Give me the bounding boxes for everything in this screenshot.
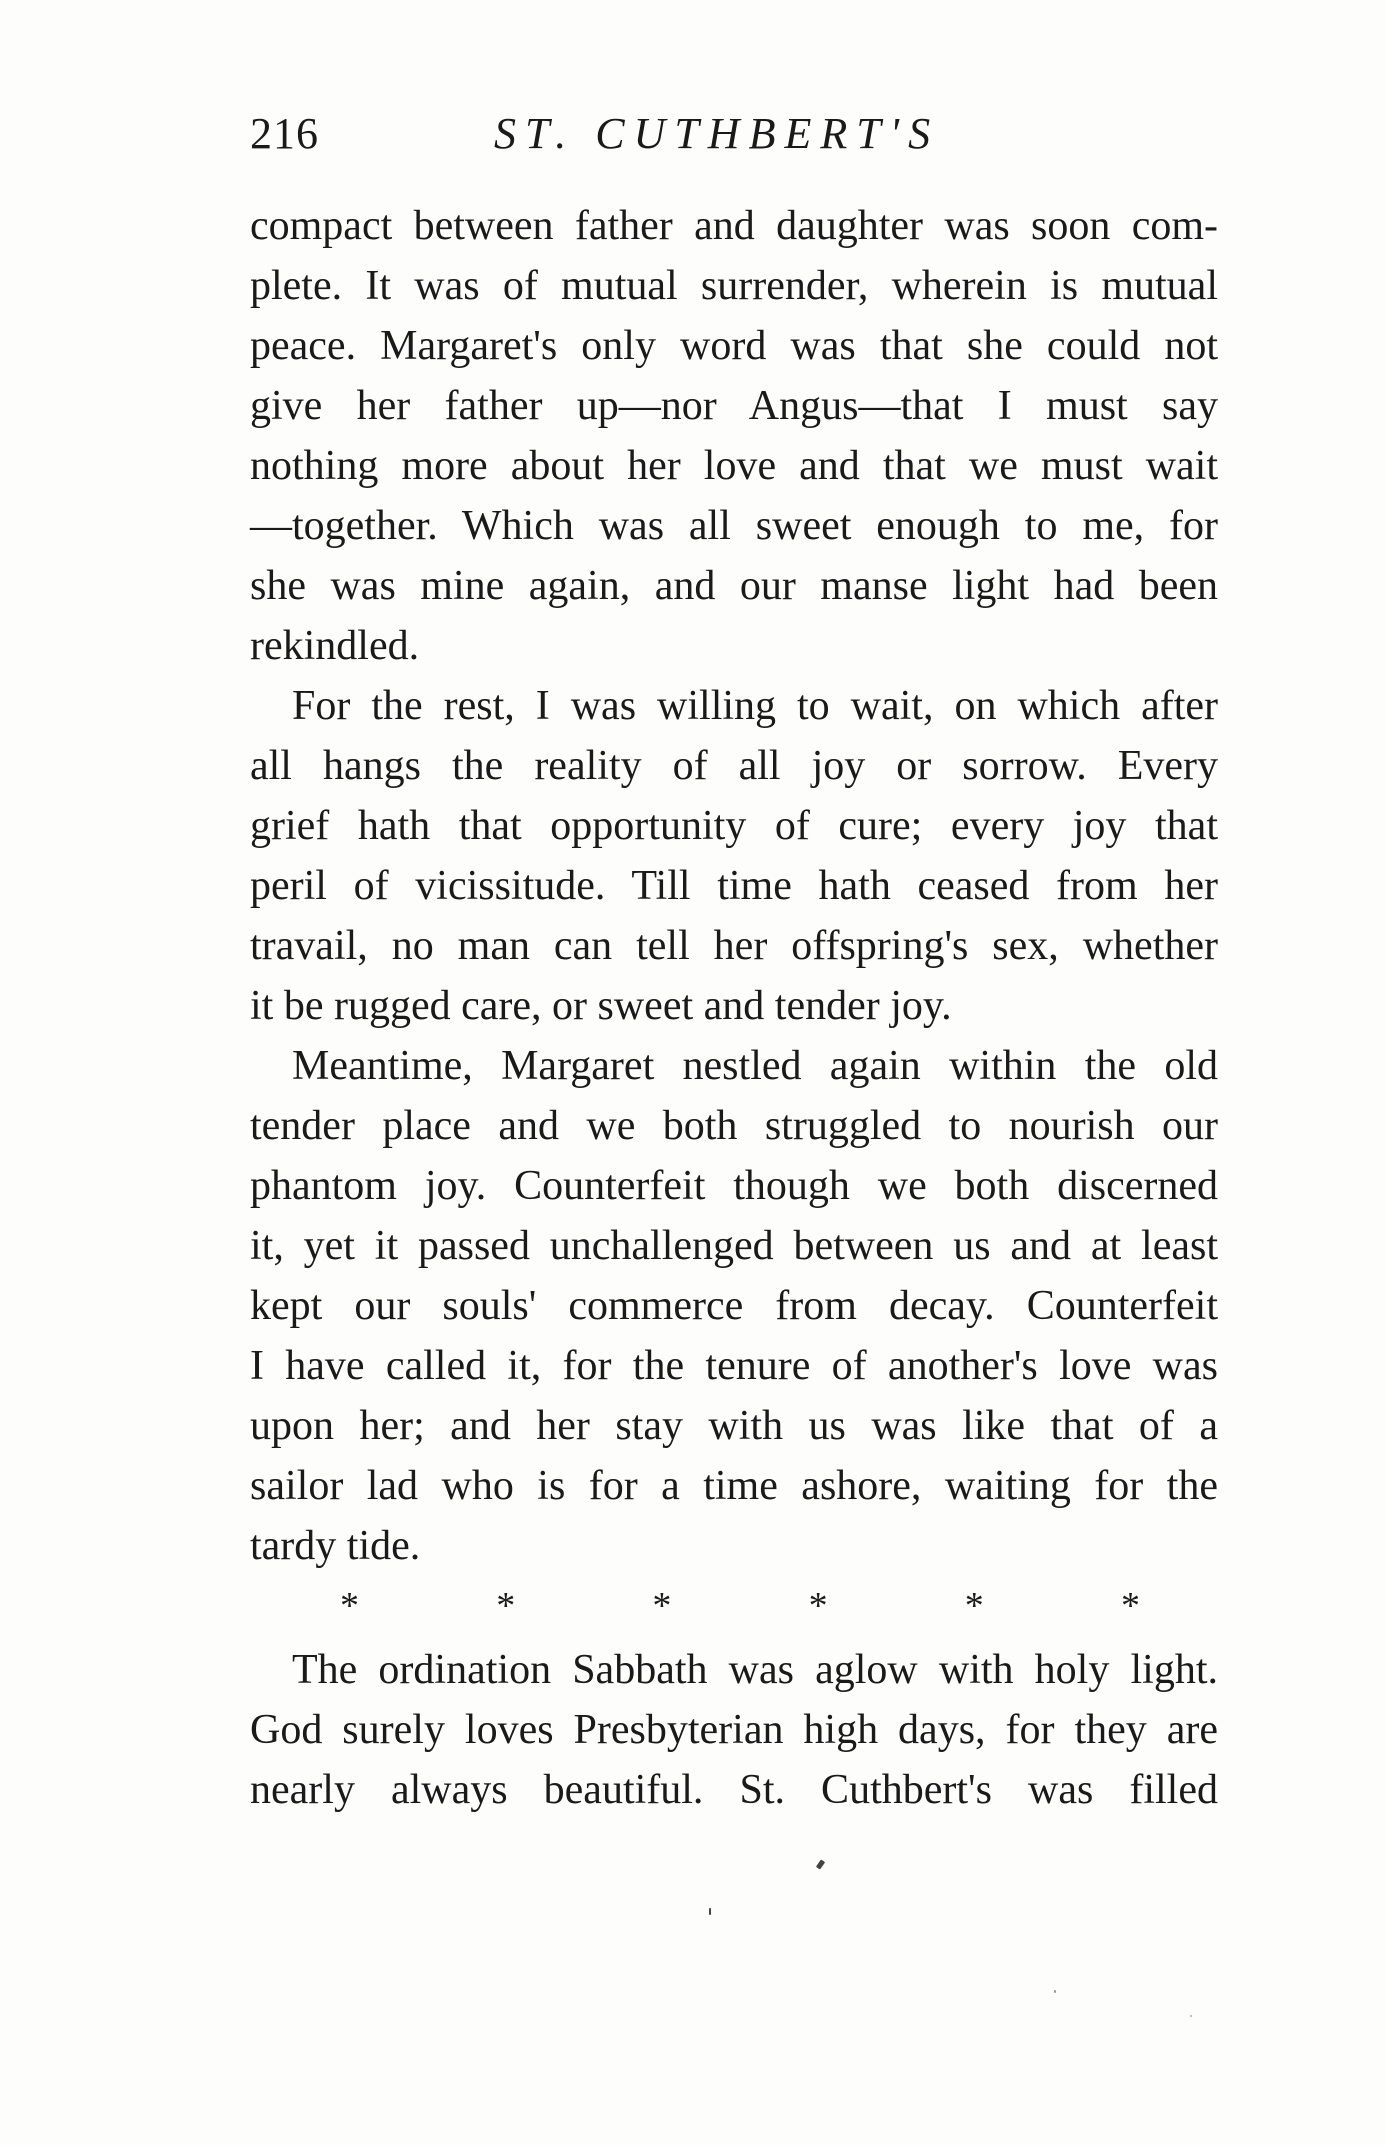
paragraph <box>250 1036 1218 1576</box>
text-line: nothing more about her love and that we must wait <box>250 443 1218 489</box>
text-line: it be rugged care, or sweet and tender joy. <box>250 983 952 1029</box>
text-line: upon her; and her stay with us was like that of a <box>250 1403 1218 1449</box>
text-line: The ordination Sabbath was aglow with holy light. <box>292 1647 1218 1693</box>
section-break <box>340 1576 1140 1636</box>
text-line: Meantime, Margaret nestled again within the old <box>292 1043 1218 1089</box>
text-line: it, yet it passed unchallenged between us and at least <box>250 1223 1218 1269</box>
text-line: sailor lad who is for a time ashore, waiting for the <box>250 1463 1218 1509</box>
text-line: compact between father and daughter was soon com- <box>250 203 1218 249</box>
asterisk: * <box>808 1585 828 1627</box>
text-line: I have called it, for the tenure of another's love was <box>250 1343 1218 1389</box>
text-line: peril of vicissitude. Till time hath ceased from her <box>250 863 1218 909</box>
asterisk: * <box>1120 1585 1140 1627</box>
text-line: grief hath that opportunity of cure; every joy that <box>250 803 1218 849</box>
body-text <box>250 196 1218 1820</box>
scan-speck <box>1190 2015 1192 2017</box>
text-line: kept our souls' commerce from decay. Counterfeit <box>250 1283 1218 1329</box>
text-line: tender place and we both struggled to nourish our <box>250 1103 1218 1149</box>
text-line: tardy tide. <box>250 1523 421 1569</box>
running-head <box>250 108 1210 168</box>
text-line: —together. Which was all sweet enough to me, for <box>250 503 1218 549</box>
text-line: For the rest, I was willing to wait, on which after <box>292 683 1218 729</box>
asterisk: * <box>652 1585 672 1627</box>
asterisk: * <box>340 1585 359 1627</box>
paragraph <box>250 676 1218 1036</box>
scan-speck <box>1054 1990 1056 1993</box>
asterisk: * <box>964 1585 984 1627</box>
text-line: give her father up—nor Angus—that I must say <box>250 383 1218 429</box>
asterisk: * <box>496 1585 516 1627</box>
page-number: 216 <box>250 109 319 158</box>
text-line: God surely loves Presbyterian high days, for they are <box>250 1707 1218 1753</box>
text-line: travail, no man can tell her offspring's sex, whether <box>250 923 1218 969</box>
scan-speck <box>816 1859 825 1869</box>
text-line: she was mine again, and our manse light had been <box>250 563 1218 609</box>
running-title: ST. CUTHBERT'S <box>494 109 940 158</box>
text-line: rekindled. <box>250 623 420 669</box>
text-line: peace. Margaret's only word was that she could not <box>250 323 1218 369</box>
paragraph <box>250 1640 1218 1820</box>
text-line: phantom joy. Counterfeit though we both discerned <box>250 1163 1218 1209</box>
text-line: nearly always beautiful. St. Cuthbert's was filled <box>250 1767 1218 1813</box>
scan-speck <box>709 1908 711 1915</box>
text-line: plete. It was of mutual surrender, wherein is mutual <box>250 263 1218 309</box>
text-line: all hangs the reality of all joy or sorrow. Every <box>250 743 1218 789</box>
paragraph <box>250 196 1218 676</box>
